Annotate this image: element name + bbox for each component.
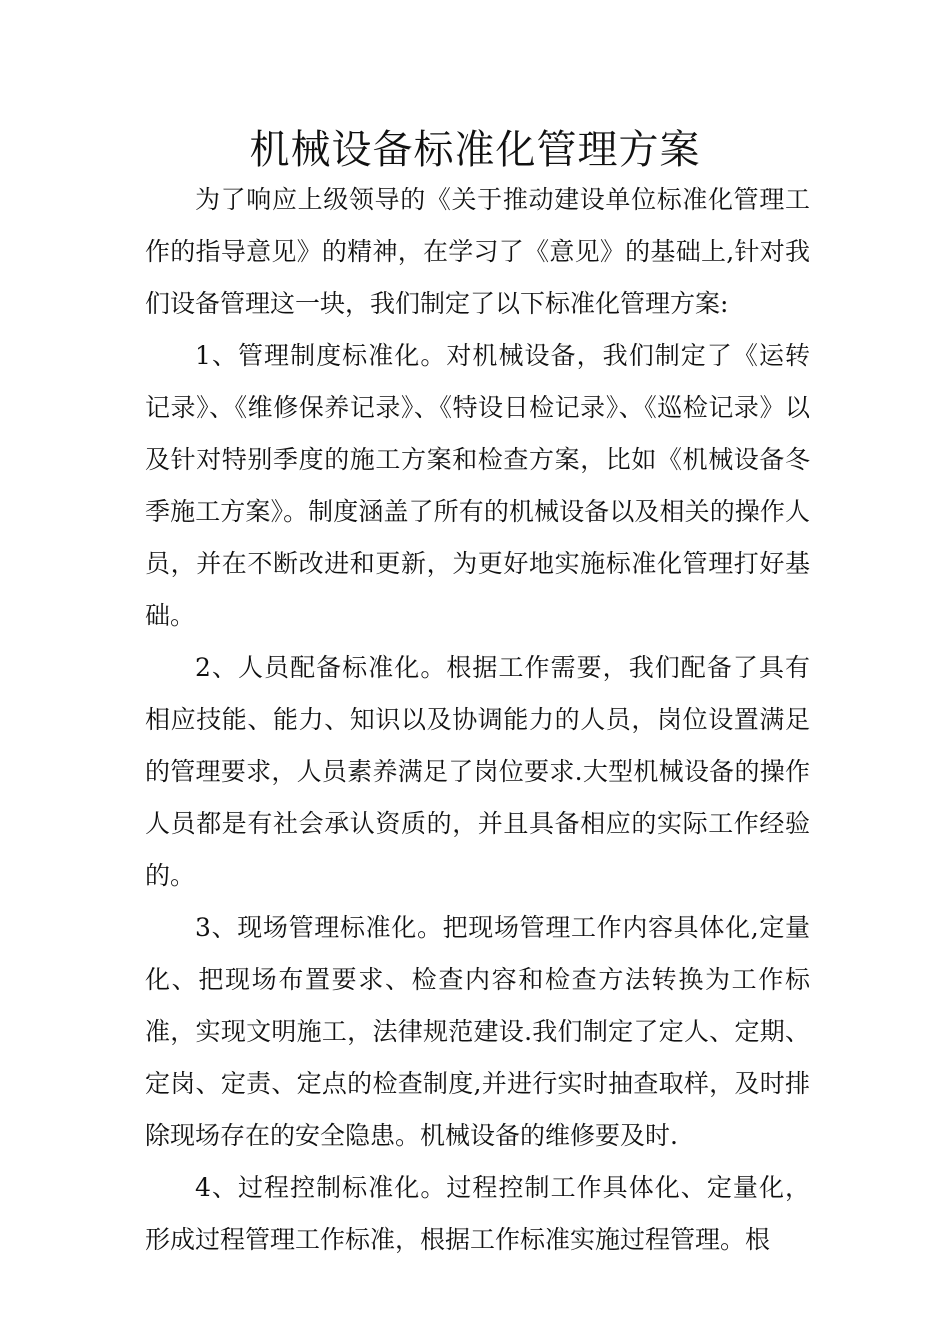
document-title: 机械设备标准化管理方案: [249, 127, 701, 173]
paragraph-process-control: 4、过程控制标准化。过程控制工作具体化、定量化，形成过程管理工作标准，根据工作标准实施过程管理。根: [145, 1173, 810, 1254]
paragraph-site-management: 3、现场管理标准化。把现场管理工作内容具体化,定量化、把现场布置要求、检查内容和检查方法转换为工作标准，实现文明施工，法律规范建设.我们制定了定人、定期、定岗、定责、定点的检查制度,并进行实时抽查取样，及时排除现场存在的安全隐患。机械设备的维修要及时.: [145, 913, 810, 1150]
document-body: [145, 174, 810, 1266]
paragraph-intro: 为了响应上级领导的《关于推动建设单位标准化管理工作的指导意见》的精神，在学习了《意见》的基础上,针对我们设备管理这一块，我们制定了以下标准化管理方案:: [145, 185, 810, 318]
paragraph-management-system: 1、管理制度标准化。对机械设备，我们制定了《运转记录》、《维修保养记录》、《特设日检记录》、《巡检记录》以及针对特别季度的施工方案和检查方案，比如《机械设备冬季施工方案》。制度涵盖了所有的机械设备以及相关的操作人员，并在不断改进和更新，为更好地实施标准化管理打好基础。: [145, 341, 810, 630]
paragraph-staffing: 2、人员配备标准化。根据工作需要，我们配备了具有相应技能、能力、知识以及协调能力的人员，岗位设置满足的管理要求，人员素养满足了岗位要求.大型机械设备的操作人员都是有社会承认资质的，并且具备相应的实际工作经验的。: [145, 653, 810, 890]
